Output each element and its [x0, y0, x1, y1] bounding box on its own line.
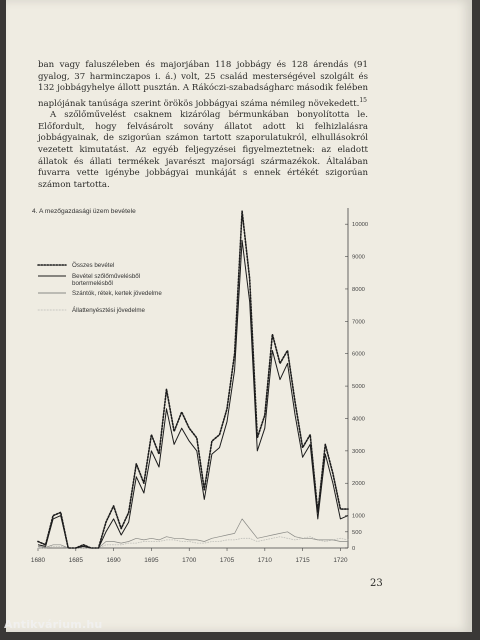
y-tick-label: 2000	[352, 481, 365, 488]
x-tick-label: 1705	[219, 557, 235, 564]
y-tick-label: 10000	[352, 222, 369, 229]
watermark: Antikvárium.hu	[4, 618, 103, 631]
x-tick-label: 1710	[257, 557, 272, 564]
income-chart	[6, 0, 472, 632]
legend-label-0: Összes bevétel	[72, 262, 115, 269]
y-tick-label: 3000	[352, 448, 365, 455]
y-tick-label: 4000	[352, 416, 365, 423]
series-line-2	[38, 519, 348, 548]
y-tick-label: 7000	[352, 319, 365, 326]
y-tick-label: 5000	[352, 384, 365, 391]
y-tick-label: 8000	[352, 286, 365, 293]
x-tick-label: 1685	[68, 557, 83, 564]
legend-label-1: Bevétel szőlőművelésből	[72, 273, 141, 280]
y-tick-label: 500	[352, 529, 362, 536]
paragraph-1: ban vagy faluszéleben és majorjában 118 jobbágy és 128 árendás (91 gyalog, 37 harminczapos i. á.) volt, 25 család mesterségével szolgált és 132 jobbágyhelye állott pusztán. A Rákóczi-szabadságharc második felében naplójának tanúsága szerint örökös jobbágyai száma némileg növekedett.$^{15}$	[38, 60, 368, 109]
paragraph-2: A szőlőművelést csaknem kizárólag bérmunkában bonyolította le. Előfordult, hogy felvásárolt sovány állatot adott ki felhizlalásra jobbágyainak, de szigorúan számon tartott szaporulatukról, elhullásokról vezetett kimutatást. Az egyéb feljegyzései figyelmeztetnek: az eladott állatok és állati termékek javarészt majorsági származékok. Általában fuvarra vette igénybe jobbágyai munkáját s ennek értékét szigorúan számon tartotta.	[38, 110, 368, 190]
x-tick-label: 1690	[106, 557, 121, 564]
legend-label-3: Állattenyésztési jövedelme	[72, 307, 145, 314]
legend-label-1: bortermelésből	[72, 280, 113, 287]
page-number: 23	[370, 578, 383, 589]
footnote-marker: 15	[359, 96, 367, 104]
x-tick-label: 1715	[295, 557, 310, 564]
y-tick-label: 1000	[352, 513, 365, 520]
book-page	[6, 0, 472, 632]
x-tick-label: 1700	[182, 557, 197, 564]
x-tick-label: 1720	[333, 557, 348, 564]
legend-label-2: Szántók, rétek, kertek jövedelme	[72, 290, 162, 297]
y-tick-label: 9000	[352, 254, 365, 261]
chart-legend	[38, 262, 162, 314]
chart-container	[6, 0, 472, 632]
y-tick-label: 0	[352, 546, 356, 552]
y-tick-label: 6000	[352, 351, 365, 358]
x-tick-label: 1695	[144, 557, 159, 564]
x-tick-label: 1680	[30, 557, 46, 564]
chart-title: 4. A mezőgazdasági üzem bevétele	[32, 208, 136, 215]
